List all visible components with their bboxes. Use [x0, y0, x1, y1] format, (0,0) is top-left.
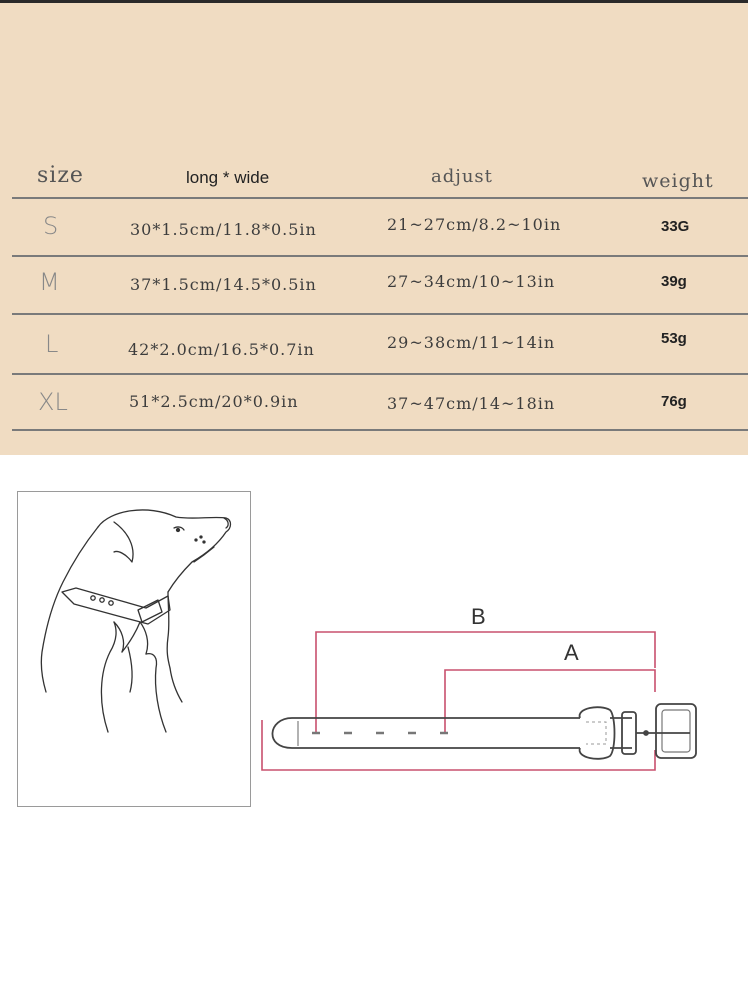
table-rule — [12, 255, 748, 257]
collar-keeper — [580, 707, 615, 759]
table-cell-adjust: 37~47cm/14~18in — [387, 394, 556, 413]
table-cell-weight: 39g — [661, 273, 687, 290]
table-rule — [12, 313, 748, 315]
top-border — [0, 0, 748, 3]
table-cell-weight: 53g — [661, 330, 687, 347]
table-cell-long-wide: 42*2.0cm/16.5*0.7in — [128, 340, 315, 359]
table-cell-weight: 76g — [661, 393, 687, 410]
table-rule — [12, 429, 748, 431]
table-cell-adjust: 21~27cm/8.2~10in — [387, 215, 562, 234]
table-cell-long-wide: 30*1.5cm/11.8*0.5in — [130, 220, 317, 239]
header-long-wide: long * wide — [186, 168, 270, 187]
table-cell-weight: 33G — [661, 218, 690, 235]
table-cell-size: L — [45, 330, 59, 358]
table-rule — [12, 373, 748, 375]
table-rule — [12, 197, 748, 199]
collar-buckle — [622, 704, 696, 758]
measure-label-a: A — [564, 640, 579, 665]
collar-measurement-diagram — [0, 600, 748, 800]
header-weight: weight — [642, 170, 714, 192]
size-chart-panel — [0, 0, 748, 455]
table-cell-size: S — [43, 212, 59, 240]
header-adjust: adjust — [431, 166, 493, 187]
measure-line-a — [445, 670, 655, 734]
table-cell-size: XL — [38, 388, 68, 416]
measure-line-total — [262, 720, 655, 770]
table-cell-long-wide: 37*1.5cm/14.5*0.5in — [130, 275, 317, 294]
table-cell-size: M — [39, 268, 60, 296]
measure-label-b: B — [471, 604, 486, 629]
header-size: size — [37, 163, 84, 188]
table-cell-adjust: 27~34cm/10~13in — [387, 272, 556, 291]
table-cell-adjust: 29~38cm/11~14in — [387, 333, 556, 352]
table-cell-long-wide: 51*2.5cm/20*0.9in — [129, 392, 299, 411]
